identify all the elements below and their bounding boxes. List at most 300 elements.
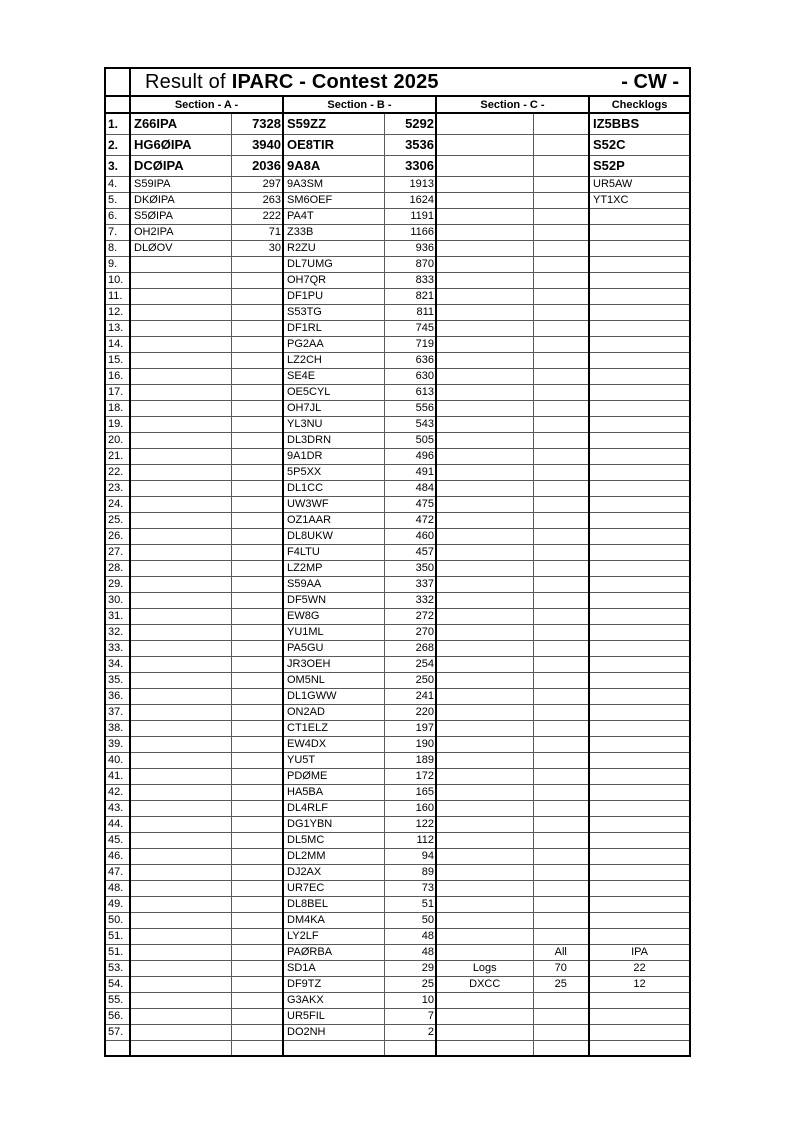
section-b-call-cell: S53TG bbox=[283, 304, 384, 320]
section-c-score-cell bbox=[533, 624, 589, 640]
section-a-call-cell bbox=[130, 976, 231, 992]
section-a-call-cell bbox=[130, 288, 231, 304]
section-a-score-cell bbox=[231, 640, 283, 656]
section-a-call-cell bbox=[130, 432, 231, 448]
section-c-call-cell bbox=[436, 496, 533, 512]
section-a-call-cell bbox=[130, 352, 231, 368]
section-b-call-cell: PA4T bbox=[283, 208, 384, 224]
section-c-call-cell bbox=[436, 400, 533, 416]
section-a-header: Section - A - bbox=[130, 96, 283, 113]
section-b-score-cell: 250 bbox=[384, 672, 436, 688]
section-b-score-cell: 811 bbox=[384, 304, 436, 320]
checklog-call-cell bbox=[589, 752, 690, 768]
section-a-score-cell bbox=[231, 864, 283, 880]
section-a-call-cell bbox=[130, 768, 231, 784]
section-b-score-cell: 160 bbox=[384, 800, 436, 816]
section-a-call-cell bbox=[130, 656, 231, 672]
checklog-call-cell bbox=[589, 1008, 690, 1024]
section-b-call-cell: EW8G bbox=[283, 608, 384, 624]
section-c-call-cell bbox=[436, 134, 533, 155]
rank-cell: 10. bbox=[105, 272, 130, 288]
table-row bbox=[105, 960, 690, 976]
section-a-call-cell: DKØIPA bbox=[130, 192, 231, 208]
section-a-score-cell: 2036 bbox=[231, 155, 283, 176]
checklog-call-cell bbox=[589, 688, 690, 704]
section-a-score-cell bbox=[231, 544, 283, 560]
section-b-call-cell: DL8UKW bbox=[283, 528, 384, 544]
rank-cell: 39. bbox=[105, 736, 130, 752]
section-b-call-cell: DO2NH bbox=[283, 1024, 384, 1040]
section-b-call-cell: CT1ELZ bbox=[283, 720, 384, 736]
section-c-score-cell bbox=[533, 768, 589, 784]
section-c-score-cell: All bbox=[533, 944, 589, 960]
section-b-call-cell: DL4RLF bbox=[283, 800, 384, 816]
rank-cell: 35. bbox=[105, 672, 130, 688]
rank-cell: 44. bbox=[105, 816, 130, 832]
table-row bbox=[105, 816, 690, 832]
section-c-call-cell bbox=[436, 416, 533, 432]
table-row bbox=[105, 192, 690, 208]
checklog-call-cell: UR5AW bbox=[589, 176, 690, 192]
checklog-call-cell bbox=[589, 400, 690, 416]
section-a-call-cell bbox=[130, 704, 231, 720]
section-c-call-cell bbox=[436, 1040, 533, 1056]
table-row bbox=[105, 736, 690, 752]
section-c-score-cell bbox=[533, 336, 589, 352]
section-a-call-cell bbox=[130, 256, 231, 272]
rank-cell: 51. bbox=[105, 944, 130, 960]
section-a-call-cell bbox=[130, 576, 231, 592]
section-b-score-cell: 172 bbox=[384, 768, 436, 784]
section-b-score-cell: 50 bbox=[384, 912, 436, 928]
table-row bbox=[105, 464, 690, 480]
section-c-call-cell bbox=[436, 320, 533, 336]
rank-cell: 12. bbox=[105, 304, 130, 320]
header-row-stub-cell bbox=[105, 96, 130, 113]
section-b-call-cell: DL1CC bbox=[283, 480, 384, 496]
section-b-score-cell: 1913 bbox=[384, 176, 436, 192]
table-row bbox=[105, 640, 690, 656]
section-c-call-cell bbox=[436, 272, 533, 288]
section-c-score-cell bbox=[533, 656, 589, 672]
section-c-call-cell bbox=[436, 736, 533, 752]
section-b-call-cell: SD1A bbox=[283, 960, 384, 976]
section-c-call-cell bbox=[436, 224, 533, 240]
section-c-call-cell bbox=[436, 480, 533, 496]
section-c-score-cell bbox=[533, 384, 589, 400]
checklog-call-cell: 22 bbox=[589, 960, 690, 976]
section-c-call-cell bbox=[436, 240, 533, 256]
checklog-call-cell bbox=[589, 464, 690, 480]
section-a-score-cell bbox=[231, 496, 283, 512]
section-c-call-cell bbox=[436, 1024, 533, 1040]
section-b-call-cell: R2ZU bbox=[283, 240, 384, 256]
section-b-call-cell: YU1ML bbox=[283, 624, 384, 640]
section-b-score-cell: 491 bbox=[384, 464, 436, 480]
checklog-call-cell bbox=[589, 656, 690, 672]
section-c-call-cell bbox=[436, 848, 533, 864]
section-a-call-cell bbox=[130, 864, 231, 880]
section-c-score-cell bbox=[533, 880, 589, 896]
section-a-call-cell bbox=[130, 608, 231, 624]
table-row bbox=[105, 944, 690, 960]
rank-cell: 33. bbox=[105, 640, 130, 656]
section-b-call-cell: DG1YBN bbox=[283, 816, 384, 832]
section-a-call-cell bbox=[130, 496, 231, 512]
section-a-score-cell bbox=[231, 1040, 283, 1056]
section-a-score-cell bbox=[231, 256, 283, 272]
section-a-call-cell bbox=[130, 368, 231, 384]
section-b-call-cell: OH7JL bbox=[283, 400, 384, 416]
section-a-score-cell bbox=[231, 352, 283, 368]
section-c-score-cell bbox=[533, 1040, 589, 1056]
section-c-score-cell bbox=[533, 816, 589, 832]
section-b-score-cell: 556 bbox=[384, 400, 436, 416]
rank-cell: 19. bbox=[105, 416, 130, 432]
table-row bbox=[105, 496, 690, 512]
section-b-score-cell: 1166 bbox=[384, 224, 436, 240]
section-a-score-cell bbox=[231, 720, 283, 736]
section-b-score-cell: 165 bbox=[384, 784, 436, 800]
table-row bbox=[105, 155, 690, 176]
section-b-call-cell: SE4E bbox=[283, 368, 384, 384]
section-b-header: Section - B - bbox=[283, 96, 436, 113]
section-c-call-cell bbox=[436, 624, 533, 640]
section-b-score-cell: 122 bbox=[384, 816, 436, 832]
rank-cell: 22. bbox=[105, 464, 130, 480]
table-row bbox=[105, 912, 690, 928]
section-a-score-cell bbox=[231, 976, 283, 992]
section-c-call-cell bbox=[436, 544, 533, 560]
section-a-score-cell bbox=[231, 688, 283, 704]
section-b-score-cell: 48 bbox=[384, 944, 436, 960]
section-b-call-cell: Z33B bbox=[283, 224, 384, 240]
table-row bbox=[105, 1008, 690, 1024]
section-a-score-cell bbox=[231, 944, 283, 960]
section-c-score-cell bbox=[533, 368, 589, 384]
section-c-call-cell bbox=[436, 672, 533, 688]
checklog-call-cell bbox=[589, 224, 690, 240]
checklog-call-cell bbox=[589, 992, 690, 1008]
section-b-score-cell: 3536 bbox=[384, 134, 436, 155]
section-c-call-cell bbox=[436, 1008, 533, 1024]
section-c-call-cell bbox=[436, 352, 533, 368]
table-row bbox=[105, 336, 690, 352]
table-row bbox=[105, 1024, 690, 1040]
table-row bbox=[105, 352, 690, 368]
section-a-call-cell bbox=[130, 304, 231, 320]
section-c-call-cell bbox=[436, 176, 533, 192]
checklog-call-cell bbox=[589, 736, 690, 752]
section-b-score-cell: 475 bbox=[384, 496, 436, 512]
table-row bbox=[105, 720, 690, 736]
checklog-call-cell bbox=[589, 768, 690, 784]
section-a-score-cell bbox=[231, 432, 283, 448]
section-c-score-cell: 70 bbox=[533, 960, 589, 976]
section-c-call-cell bbox=[436, 720, 533, 736]
checklog-call-cell bbox=[589, 848, 690, 864]
rank-cell: 50. bbox=[105, 912, 130, 928]
section-c-call-cell bbox=[436, 640, 533, 656]
rank-cell: 23. bbox=[105, 480, 130, 496]
checklogs-header: Checklogs bbox=[589, 96, 690, 113]
section-a-call-cell bbox=[130, 560, 231, 576]
section-c-score-cell bbox=[533, 448, 589, 464]
section-b-call-cell: F4LTU bbox=[283, 544, 384, 560]
section-a-call-cell bbox=[130, 800, 231, 816]
section-c-score-cell bbox=[533, 272, 589, 288]
rank-cell: 56. bbox=[105, 1008, 130, 1024]
table-row bbox=[105, 272, 690, 288]
table-row bbox=[105, 512, 690, 528]
table-row bbox=[105, 416, 690, 432]
section-b-call-cell: LY2LF bbox=[283, 928, 384, 944]
table-row bbox=[105, 592, 690, 608]
section-b-call-cell: UR7EC bbox=[283, 880, 384, 896]
page-title bbox=[131, 71, 689, 93]
section-c-call-cell bbox=[436, 896, 533, 912]
section-b-score-cell: 719 bbox=[384, 336, 436, 352]
section-c-score-cell bbox=[533, 544, 589, 560]
results-table-body bbox=[105, 113, 690, 1056]
section-c-score-cell bbox=[533, 608, 589, 624]
section-b-score-cell: 220 bbox=[384, 704, 436, 720]
checklog-call-cell bbox=[589, 288, 690, 304]
rank-cell: 25. bbox=[105, 512, 130, 528]
section-a-score-cell bbox=[231, 624, 283, 640]
section-a-call-cell bbox=[130, 528, 231, 544]
checklog-call-cell bbox=[589, 800, 690, 816]
section-a-call-cell bbox=[130, 480, 231, 496]
section-a-call-cell bbox=[130, 784, 231, 800]
checklog-call-cell bbox=[589, 368, 690, 384]
section-a-call-cell bbox=[130, 544, 231, 560]
table-row bbox=[105, 768, 690, 784]
section-b-call-cell: G3AKX bbox=[283, 992, 384, 1008]
section-b-call-cell: OM5NL bbox=[283, 672, 384, 688]
section-c-score-cell bbox=[533, 240, 589, 256]
checklog-call-cell bbox=[589, 624, 690, 640]
section-b-score-cell: 94 bbox=[384, 848, 436, 864]
table-row bbox=[105, 384, 690, 400]
section-c-score-cell bbox=[533, 400, 589, 416]
table-row bbox=[105, 624, 690, 640]
section-c-call-cell bbox=[436, 992, 533, 1008]
section-c-call-cell bbox=[436, 576, 533, 592]
section-a-score-cell: 30 bbox=[231, 240, 283, 256]
section-a-call-cell bbox=[130, 992, 231, 1008]
section-b-score-cell: 1191 bbox=[384, 208, 436, 224]
section-c-score-cell bbox=[533, 1024, 589, 1040]
table-row bbox=[105, 832, 690, 848]
section-c-score-cell bbox=[533, 224, 589, 240]
checklog-call-cell bbox=[589, 320, 690, 336]
section-b-score-cell: 10 bbox=[384, 992, 436, 1008]
section-a-score-cell bbox=[231, 816, 283, 832]
section-a-call-cell bbox=[130, 1008, 231, 1024]
section-b-call-cell: SM6OEF bbox=[283, 192, 384, 208]
section-b-call-cell: PDØME bbox=[283, 768, 384, 784]
table-row bbox=[105, 656, 690, 672]
section-c-score-cell bbox=[533, 704, 589, 720]
rank-cell: 40. bbox=[105, 752, 130, 768]
section-b-score-cell: 25 bbox=[384, 976, 436, 992]
checklog-call-cell bbox=[589, 256, 690, 272]
section-c-call-cell bbox=[436, 113, 533, 134]
section-b-score-cell: 337 bbox=[384, 576, 436, 592]
checklog-call-cell bbox=[589, 704, 690, 720]
title-row bbox=[105, 68, 690, 96]
section-a-call-cell bbox=[130, 448, 231, 464]
checklog-call-cell: IPA bbox=[589, 944, 690, 960]
checklog-call-cell bbox=[589, 592, 690, 608]
checklog-call-cell bbox=[589, 416, 690, 432]
section-a-call-cell: OH2IPA bbox=[130, 224, 231, 240]
table-row bbox=[105, 848, 690, 864]
section-c-header: Section - C - bbox=[436, 96, 589, 113]
checklog-call-cell bbox=[589, 896, 690, 912]
title-prefix: Result of bbox=[145, 71, 226, 93]
section-a-score-cell: 3940 bbox=[231, 134, 283, 155]
section-a-score-cell bbox=[231, 416, 283, 432]
table-row bbox=[105, 240, 690, 256]
section-b-call-cell: 5P5XX bbox=[283, 464, 384, 480]
section-c-score-cell bbox=[533, 432, 589, 448]
section-a-call-cell bbox=[130, 336, 231, 352]
section-a-call-cell bbox=[130, 672, 231, 688]
section-c-score-cell bbox=[533, 113, 589, 134]
section-b-call-cell: OH7QR bbox=[283, 272, 384, 288]
section-c-score-cell bbox=[533, 496, 589, 512]
section-b-call-cell: DJ2AX bbox=[283, 864, 384, 880]
section-b-score-cell: 636 bbox=[384, 352, 436, 368]
section-b-score-cell: 254 bbox=[384, 656, 436, 672]
section-c-call-cell bbox=[436, 288, 533, 304]
section-b-call-cell: S59AA bbox=[283, 576, 384, 592]
section-a-call-cell bbox=[130, 848, 231, 864]
section-b-score-cell: 268 bbox=[384, 640, 436, 656]
title-cell bbox=[130, 68, 690, 96]
checklog-call-cell bbox=[589, 832, 690, 848]
section-c-score-cell bbox=[533, 928, 589, 944]
checklog-call-cell bbox=[589, 448, 690, 464]
table-row bbox=[105, 608, 690, 624]
checklog-call-cell bbox=[589, 560, 690, 576]
table-row bbox=[105, 704, 690, 720]
section-b-score-cell: 460 bbox=[384, 528, 436, 544]
section-a-score-cell bbox=[231, 1024, 283, 1040]
section-a-score-cell bbox=[231, 896, 283, 912]
rank-cell: 11. bbox=[105, 288, 130, 304]
rank-cell: 37. bbox=[105, 704, 130, 720]
section-b-score-cell: 270 bbox=[384, 624, 436, 640]
table-row bbox=[105, 480, 690, 496]
section-c-score-cell bbox=[533, 992, 589, 1008]
table-row bbox=[105, 134, 690, 155]
section-a-call-cell bbox=[130, 752, 231, 768]
table-row bbox=[105, 784, 690, 800]
section-b-score-cell: 543 bbox=[384, 416, 436, 432]
rank-cell bbox=[105, 1040, 130, 1056]
section-b-score-cell: 332 bbox=[384, 592, 436, 608]
section-a-score-cell bbox=[231, 672, 283, 688]
section-c-score-cell bbox=[533, 464, 589, 480]
section-b-score-cell: 821 bbox=[384, 288, 436, 304]
section-b-call-cell: 9A1DR bbox=[283, 448, 384, 464]
rank-cell: 38. bbox=[105, 720, 130, 736]
section-b-score-cell: 613 bbox=[384, 384, 436, 400]
section-b-call-cell: DL5MC bbox=[283, 832, 384, 848]
section-a-score-cell bbox=[231, 1008, 283, 1024]
section-a-score-cell bbox=[231, 592, 283, 608]
section-b-call-cell: YL3NU bbox=[283, 416, 384, 432]
section-b-call-cell: DF9TZ bbox=[283, 976, 384, 992]
section-a-call-cell bbox=[130, 1040, 231, 1056]
checklog-call-cell: S52P bbox=[589, 155, 690, 176]
section-b-call-cell: OE8TIR bbox=[283, 134, 384, 155]
table-row bbox=[105, 672, 690, 688]
table-row bbox=[105, 992, 690, 1008]
section-a-call-cell bbox=[130, 736, 231, 752]
checklog-call-cell bbox=[589, 480, 690, 496]
section-b-call-cell: OE5CYL bbox=[283, 384, 384, 400]
section-c-call-cell bbox=[436, 432, 533, 448]
section-a-score-cell bbox=[231, 784, 283, 800]
checklog-call-cell bbox=[589, 208, 690, 224]
section-a-score-cell bbox=[231, 400, 283, 416]
section-a-score-cell bbox=[231, 528, 283, 544]
section-a-score-cell bbox=[231, 336, 283, 352]
column-header-row bbox=[105, 96, 690, 113]
section-b-score-cell: 457 bbox=[384, 544, 436, 560]
section-c-call-cell bbox=[436, 832, 533, 848]
section-c-call-cell bbox=[436, 464, 533, 480]
section-a-call-cell bbox=[130, 416, 231, 432]
section-b-score-cell: 48 bbox=[384, 928, 436, 944]
section-c-call-cell bbox=[436, 528, 533, 544]
section-a-call-cell bbox=[130, 720, 231, 736]
section-c-score-cell bbox=[533, 832, 589, 848]
section-c-call-cell bbox=[436, 688, 533, 704]
checklog-call-cell bbox=[589, 272, 690, 288]
section-b-call-cell: PAØRBA bbox=[283, 944, 384, 960]
section-a-call-cell bbox=[130, 944, 231, 960]
rank-cell: 48. bbox=[105, 880, 130, 896]
section-b-call-cell: LZ2CH bbox=[283, 352, 384, 368]
table-row bbox=[105, 176, 690, 192]
section-c-score-cell bbox=[533, 896, 589, 912]
section-a-score-cell bbox=[231, 464, 283, 480]
section-c-score-cell bbox=[533, 720, 589, 736]
rank-cell: 51. bbox=[105, 928, 130, 944]
table-row bbox=[105, 800, 690, 816]
title-main: IPARC - Contest 2025 bbox=[231, 71, 439, 93]
section-a-call-cell bbox=[130, 960, 231, 976]
rank-cell: 54. bbox=[105, 976, 130, 992]
section-a-score-cell bbox=[231, 800, 283, 816]
section-b-score-cell: 505 bbox=[384, 432, 436, 448]
section-b-call-cell: JR3OEH bbox=[283, 656, 384, 672]
section-b-score-cell: 1624 bbox=[384, 192, 436, 208]
section-b-score-cell bbox=[384, 1040, 436, 1056]
section-a-score-cell bbox=[231, 608, 283, 624]
rank-cell: 41. bbox=[105, 768, 130, 784]
section-b-score-cell: 5292 bbox=[384, 113, 436, 134]
section-a-score-cell bbox=[231, 960, 283, 976]
section-a-score-cell bbox=[231, 928, 283, 944]
section-b-score-cell: 2 bbox=[384, 1024, 436, 1040]
section-a-score-cell bbox=[231, 304, 283, 320]
